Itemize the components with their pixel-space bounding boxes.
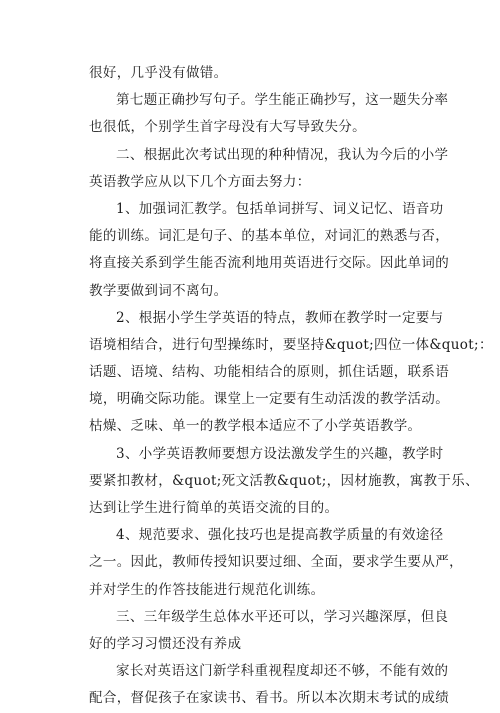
text-line: 很好，几乎没有做错。 [89,65,228,81]
text-line: 能的训练。词汇是句子、的基本单位，对词汇的熟悉与否， [89,228,450,245]
text-line: 达到让学生进行简单的英语交流的目的。 [89,500,339,516]
text-line: 三、三年级学生总体水平还可以，学习兴趣深厚，但良 [116,608,449,625]
text-line: 3、小学英语教师要想方设法激发学生的兴趣，教学时 [116,445,444,462]
text-line: 好的学习习惯还没有养成 [89,635,242,652]
text-line: 教学要做到词不离句。 [89,282,228,299]
text-line: 第七题正确抄写句子。学生能正确抄写，这一题失分率 [116,92,449,109]
text-line: 并对学生的作答技能进行规范化训练。 [89,581,325,598]
text-line: 境，明确交际功能。课堂上一定要有生动活泼的教学活动。 [89,391,450,408]
text-line: 英语教学应从以下几个方面去努力： [89,173,311,190]
text-line: 二、根据此次考试出现的种种情况，我认为今后的小学 [116,146,449,163]
text-line: 要紧扣教材，&quot;死文活教&quot;，因材施教，寓教于乐、 [89,472,479,489]
text-line: 也很低，个别学生首字母没有大写导致失分。 [89,119,366,136]
text-line: 语境相结合，进行句型操练时，要坚持&quot;四位一体&quot;： [89,336,493,353]
text-line: 枯燥、乏味、单一的教学根本适应不了小学英语教学。 [89,418,422,435]
text-line: 1、加强词汇教学。包括单词拼写、词义记忆、语音功 [116,200,444,217]
text-line: 配合，督促孩子在家读书、看书。所以本次期末考试的成绩 [89,690,450,707]
text-line: 2、根据小学生学英语的特点，教师在教学时一定要与 [116,309,444,326]
text-line: 话题、语境、结构、功能相结合的原则，抓住话题，联系语 [89,364,450,381]
text-line: 家长对英语这门新学科重视程度却还不够，不能有效的 [116,663,449,680]
document-body [89,60,493,713]
text-line: 将直接关系到学生能否流利地用英语进行交际。因此单词的 [89,255,450,272]
text-line: 之一。因此，教师传授知识要过细、全面，要求学生要从严， [89,554,463,571]
text-line: 4、规范要求、强化技巧也是提高教学质量的有效途径 [116,527,444,544]
